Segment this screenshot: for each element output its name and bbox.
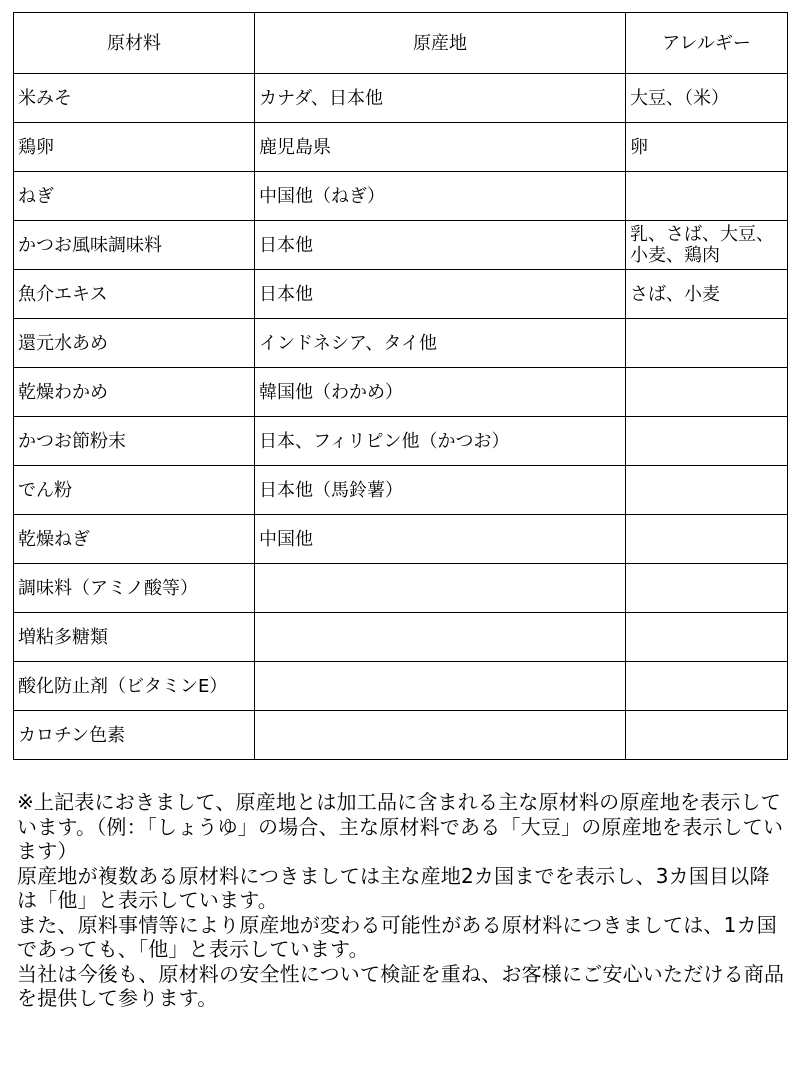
table-row [14, 466, 788, 515]
cell-allergy [626, 564, 788, 613]
cell-allergy: 乳、さば、大豆、小麦、鶏肉 [626, 221, 788, 270]
footnote-multiple-origins: 原産地が複数ある原材料につきましては主な産地2カ国までを表示し、3カ国目以降は「他」と表示しています。 [17, 863, 770, 912]
cell-origin: 鹿児島県 [255, 123, 626, 172]
footnote-origin-definition: ※上記表におきまして、原産地とは加工品に含まれる主な原材料の原産地を表示しています。（例：「しょうゆ」の場合、主な原材料である「大豆」の原産地を表示しています） [17, 790, 784, 863]
cell-material: 乾燥ねぎ [14, 515, 255, 564]
ingredients-table [13, 12, 788, 760]
cell-origin: インドネシア、タイ他 [255, 319, 626, 368]
table-header-row [14, 13, 788, 74]
table-row [14, 368, 788, 417]
cell-origin: 日本、フィリピン他（かつお） [255, 417, 626, 466]
cell-material: ねぎ [14, 172, 255, 221]
cell-origin: 日本他 [255, 270, 626, 319]
cell-material: 還元水あめ [14, 319, 255, 368]
cell-material: 米みそ [14, 74, 255, 123]
table-row [14, 711, 788, 760]
cell-material: 増粘多糖類 [14, 613, 255, 662]
cell-material: 酸化防止剤（ビタミンE） [14, 662, 255, 711]
cell-material: 乾燥わかめ [14, 368, 255, 417]
table-row [14, 74, 788, 123]
cell-material: 魚介エキス [14, 270, 255, 319]
cell-allergy [626, 613, 788, 662]
table-row [14, 172, 788, 221]
cell-origin: 韓国他（わかめ） [255, 368, 626, 417]
table-row [14, 221, 788, 270]
cell-origin [255, 662, 626, 711]
cell-allergy [626, 662, 788, 711]
table-row [14, 662, 788, 711]
cell-material: カロチン色素 [14, 711, 255, 760]
cell-allergy: 卵 [626, 123, 788, 172]
cell-allergy [626, 466, 788, 515]
cell-material: 調味料（アミノ酸等） [14, 564, 255, 613]
cell-origin: 日本他 [255, 221, 626, 270]
cell-origin: 日本他（馬鈴薯） [255, 466, 626, 515]
footnote-variable-origin: また、原料事情等により原産地が変わる可能性がある原材料につきましては、1カ国であっても、「他」と表示しています。 [17, 912, 777, 961]
cell-origin: 中国他（ねぎ） [255, 172, 626, 221]
cell-origin [255, 564, 626, 613]
footnote-safety-statement: 当社は今後も、原材料の安全性について検証を重ね、お客様にご安心いただける商品を提供して参ります。 [17, 961, 785, 1010]
cell-allergy: 大豆、（米） [626, 74, 788, 123]
cell-allergy: さば、小麦 [626, 270, 788, 319]
cell-allergy [626, 172, 788, 221]
cell-origin [255, 613, 626, 662]
cell-material: かつお節粉末 [14, 417, 255, 466]
table-row [14, 613, 788, 662]
cell-allergy [626, 417, 788, 466]
table-row [14, 564, 788, 613]
table-row [14, 123, 788, 172]
header-allergy: アレルギー [626, 13, 788, 74]
cell-allergy [626, 515, 788, 564]
table-row [14, 319, 788, 368]
cell-material: 鶏卵 [14, 123, 255, 172]
footnotes [17, 790, 787, 1011]
table-row [14, 417, 788, 466]
cell-origin: 中国他 [255, 515, 626, 564]
header-origin: 原産地 [255, 13, 626, 74]
cell-material: かつお風味調味料 [14, 221, 255, 270]
cell-origin [255, 711, 626, 760]
cell-allergy [626, 319, 788, 368]
header-material: 原材料 [14, 13, 255, 74]
cell-origin: カナダ、日本他 [255, 74, 626, 123]
cell-material: でん粉 [14, 466, 255, 515]
cell-allergy [626, 368, 788, 417]
cell-allergy [626, 711, 788, 760]
table-row [14, 270, 788, 319]
table-row [14, 515, 788, 564]
